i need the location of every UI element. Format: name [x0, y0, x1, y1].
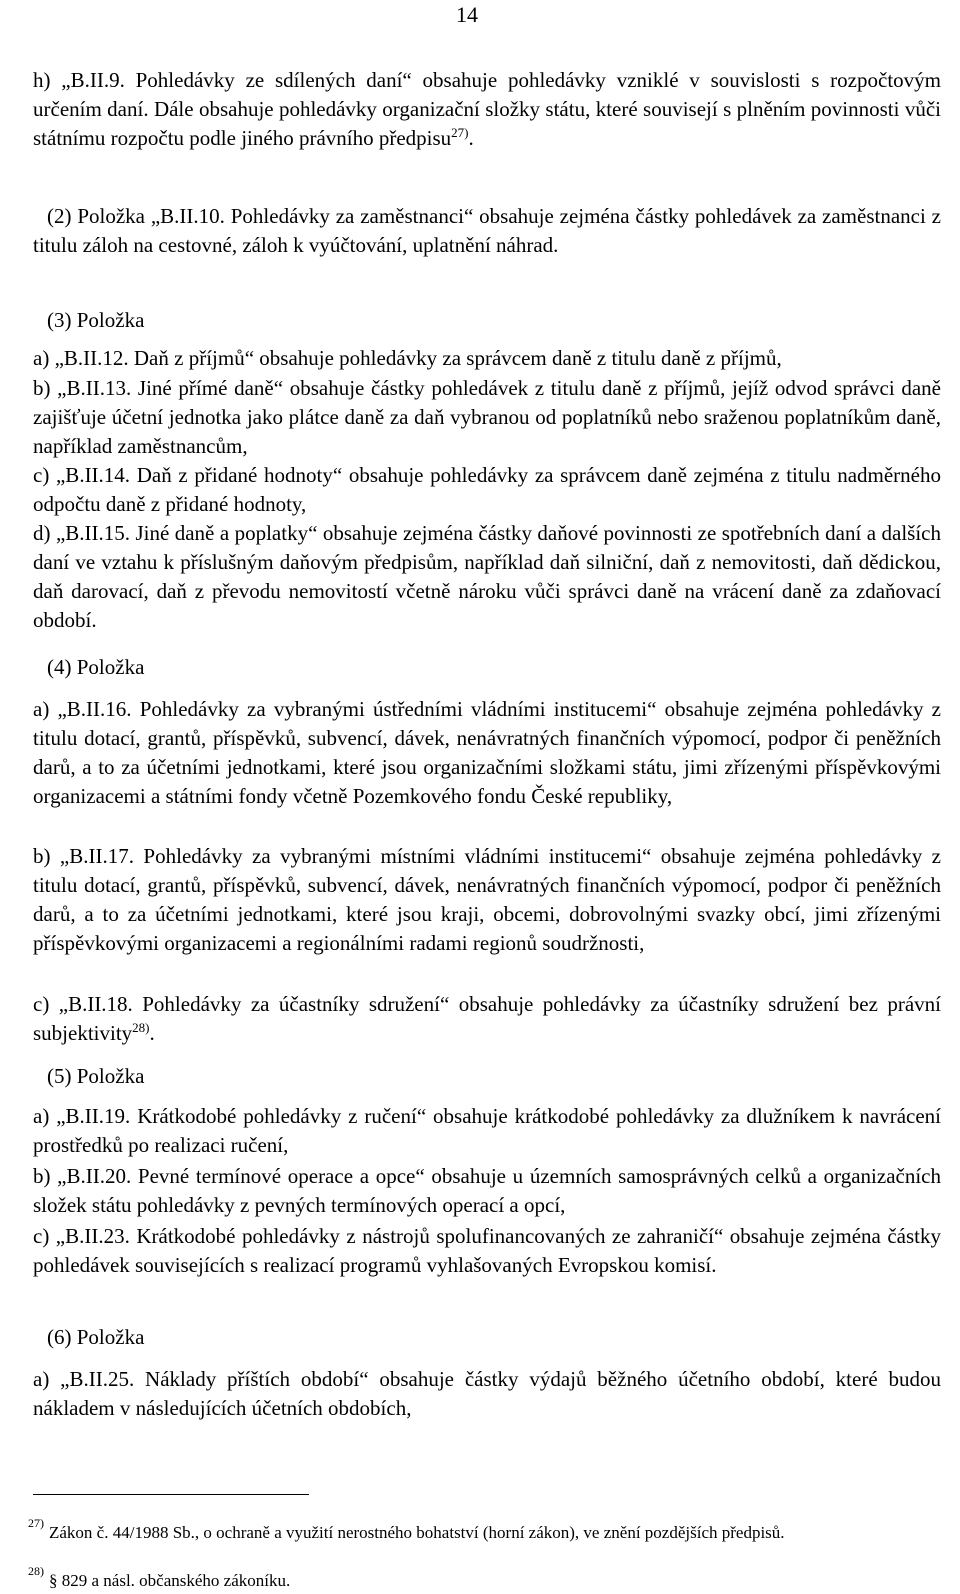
footnote-text: Zákon č. 44/1988 Sb., o ochraně a využití nerostného bohatství (horní zákon), ve znění pozdějších předpisů. — [49, 1523, 785, 1542]
item-text-end: . — [149, 1021, 155, 1045]
footnote-28 — [28, 1564, 941, 1592]
item-label: b) „B.II.20. — [33, 1164, 132, 1188]
footnote-27 — [28, 1516, 941, 1544]
footnote-ref-27: 27) — [451, 125, 469, 140]
footnote-number: 28) — [28, 1564, 44, 1578]
item-text: Daň z příjmů“ obsahuje pohledávky za správcem daně z titulu daně z příjmů, — [128, 346, 782, 370]
item-label: a) „B.II.19. — [33, 1104, 131, 1128]
item-label: d) „B.II.15. — [33, 521, 131, 545]
footnote-text: § 829 a násl. občanského zákoníku. — [49, 1571, 291, 1590]
paragraph-b-ii-9 — [33, 66, 941, 153]
footnote-ref-28: 28) — [132, 1020, 150, 1035]
paragraph-b-ii-10 — [33, 202, 941, 260]
item-label: h) „B.II.9. — [33, 68, 125, 92]
item-text: Pohledávky za vybranými ústředními vládními institucemi“ obsahuje zejména pohledávky z titulu dotací, grantů, příspěvků, subvencí, dávek, nenávratných finančních výpomocí, podpor či peněžních darů, a to za účetními jednotkami, které jsou organizačními složkami státu, jimi zřízenými příspěvkovými organizacemi a státními fondy včetně Pozemkového fondu České republiky, — [33, 697, 941, 808]
footnote-separator — [33, 1494, 309, 1495]
paragraph-b-ii-13 — [33, 374, 941, 461]
item-text: Jiné daně a poplatky“ obsahuje zejména částky daňové povinnosti ze spotřebních daní a dalších daní ve vztahu k příslušným daňovým předpisům, například daň silniční, daň z nemovitosti, daň dědickou, daň darovací, daň z převodu nemovitostí včetně nároku vůči správci daně na vrácení daně za zdaňovací období. — [33, 521, 942, 632]
item-text: Pohledávky za vybranými místními vládními institucemi“ obsahuje zejména pohledávky z titulu dotací, grantů, příspěvků, subvencí, dávek, nenávratných finančních výpomocí, podpor či peněžních darů, a to za účetními jednotkami, které jsou kraji, obcemi, dobrovolnými svazky obcí, jimi zřízenými příspěvkovými organizacemi a regionálními radami regionů soudržnosti, — [33, 844, 941, 955]
paragraph-b-ii-12 — [33, 344, 941, 373]
item-text: Krátkodobé pohledávky z ručení“ obsahuje krátkodobé pohledávky za dlužníkem k navrácení prostředků po realizaci ručení, — [33, 1104, 941, 1157]
item-text: Pevné termínové operace a opce“ obsahuje u územních samosprávných celků a organizačních složek státu pohledávky z pevných termínových operací a opcí, — [33, 1164, 942, 1217]
item-label: b) „B.II.17. — [33, 844, 134, 868]
item-text-end: . — [468, 126, 474, 150]
item-label: c) „B.II.18. — [33, 992, 133, 1016]
paragraph-b-ii-18 — [33, 990, 941, 1048]
section-heading-6: (6) Položka — [47, 1325, 145, 1349]
paragraph-b-ii-16 — [33, 695, 941, 811]
item-text: Krátkodobé pohledávky z nástrojů spolufinancovaných ze zahraničí“ obsahuje zejména částky pohledávek souvisejících s realizací programů vyhlašovaných Evropskou komisí. — [33, 1224, 941, 1277]
item-text: Pohledávky za zaměstnanci“ obsahuje zejména částky pohledávek za zaměstnanci z titulu záloh na cestovné, záloh k vyúčtování, uplatnění náhrad. — [33, 204, 941, 257]
item-label: c) „B.II.23. — [33, 1224, 130, 1248]
paragraph-b-ii-15 — [33, 519, 941, 635]
section-heading-5: (5) Položka — [47, 1064, 145, 1088]
item-text: Náklady příštích období“ obsahuje částky výdajů běžného účetního období, které budou nákladem v následujících účetních obdobích, — [33, 1367, 941, 1420]
item-text: Pohledávky ze sdílených daní“ obsahuje pohledávky vzniklé v souvislosti s rozpočtovým určením daní. Dále obsahuje pohledávky organizační složky státu, které souvisejí s plněním povinnosti vůči státnímu rozpočtu podle jiného právního předpisu — [33, 68, 941, 150]
paragraph-b-ii-20 — [33, 1162, 941, 1220]
item-label: (2) Položka „B.II.10. — [47, 204, 225, 228]
paragraph-b-ii-25 — [33, 1365, 941, 1423]
item-label: a) „B.II.25. — [33, 1367, 135, 1391]
page-number: 14 — [456, 2, 478, 27]
item-text: Pohledávky za účastníky sdružení“ obsahuje pohledávky za účastníky sdružení bez právní subjektivity — [33, 992, 941, 1045]
item-label: b) „B.II.13. — [33, 376, 132, 400]
item-label: a) „B.II.12. — [33, 346, 129, 370]
paragraph-b-ii-17 — [33, 842, 941, 958]
section-heading-3: (3) Položka — [47, 308, 145, 332]
footnote-number: 27) — [28, 1516, 44, 1530]
item-text: Jiné přímé daně“ obsahuje částky pohledávek z titulu daně z příjmů, jejíž odvod správci daně zajišťuje účetní jednotka jako plátce daně za daň vybranou od poplatníků nebo sraženou poplatníkům daně, například zaměstnancům, — [33, 376, 941, 458]
paragraph-b-ii-23 — [33, 1222, 941, 1280]
item-label: c) „B.II.14. — [33, 463, 131, 487]
item-label: a) „B.II.16. — [33, 697, 132, 721]
item-text: Daň z přidané hodnoty“ obsahuje pohledávky za správcem daně zejména z titulu nadměrného odpočtu daně z přidané hodnoty, — [33, 463, 941, 516]
paragraph-b-ii-14 — [33, 461, 941, 519]
section-heading-4: (4) Položka — [47, 655, 145, 679]
paragraph-b-ii-19 — [33, 1102, 941, 1160]
